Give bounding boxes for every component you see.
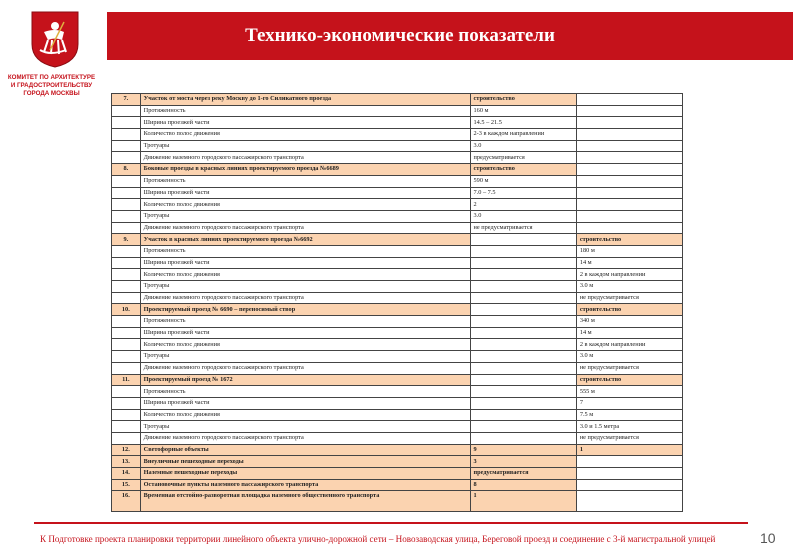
table-cell-num	[112, 351, 141, 363]
table-row	[112, 257, 683, 269]
table-cell-num	[112, 152, 141, 164]
table-row	[112, 152, 683, 164]
table-row	[112, 421, 683, 433]
table-cell-c4: 180 м	[576, 245, 682, 257]
table-cell-c4	[576, 175, 682, 187]
table-row	[112, 281, 683, 293]
table-row	[112, 175, 683, 187]
table-cell-c4	[576, 117, 682, 129]
table-row	[112, 292, 683, 304]
table-cell-c4	[576, 468, 682, 480]
table-cell-num: 11.	[112, 374, 141, 386]
table-cell-c3: не предусматривается	[470, 222, 576, 234]
table-cell-num	[112, 129, 141, 141]
table-row	[112, 386, 683, 398]
table-row	[112, 316, 683, 328]
table-cell-name: Ширина проезжей части	[140, 117, 470, 129]
table-cell-c4	[576, 187, 682, 199]
table-cell-num	[112, 316, 141, 328]
table-cell-name: Проектируемый проезд № 1672	[140, 374, 470, 386]
table-cell-name: Участок в красных линиях проектируемого проезда №6692	[140, 234, 470, 246]
table-cell-c4: 340 м	[576, 316, 682, 328]
table-row	[112, 444, 683, 456]
table-cell-num	[112, 140, 141, 152]
table-cell-num	[112, 386, 141, 398]
table-cell-name: Движение наземного городского пассажирского транспорта	[140, 292, 470, 304]
table-row	[112, 140, 683, 152]
table-cell-name: Количество полос движения	[140, 199, 470, 211]
table-cell-c3	[470, 257, 576, 269]
table-cell-c3: 3.0	[470, 140, 576, 152]
table-row	[112, 351, 683, 363]
table-cell-c3: 3.0	[470, 210, 576, 222]
table-cell-c3	[470, 234, 576, 246]
table-row	[112, 304, 683, 316]
table-cell-name: Остановочные пункты наземного пассажирского транспорта	[140, 479, 470, 491]
table-row	[112, 409, 683, 421]
table-cell-num	[112, 362, 141, 374]
table-cell-num: 9.	[112, 234, 141, 246]
table-cell-name: Ширина проезжей части	[140, 397, 470, 409]
table-cell-c4	[576, 199, 682, 211]
table-row	[112, 468, 683, 480]
table-cell-name: Участок от моста через реку Москву до 1-го Силикатного проезда	[140, 94, 470, 106]
table-cell-c3: 8	[470, 479, 576, 491]
table-row	[112, 222, 683, 234]
table-cell-name: Проектируемый проезд № 6690 – переносимый створ	[140, 304, 470, 316]
table-cell-name: Движение наземного городского пассажирского транспорта	[140, 222, 470, 234]
org-name	[0, 74, 103, 98]
table-cell-c3: 1	[470, 491, 576, 512]
table-cell-name: Протяженность	[140, 386, 470, 398]
footer-caption: К Подготовке проекта планировки территории линейного объекта улично-дорожной сети – Новозаводская улица, Береговой проезд и соединение с 3-й магистральной улицей	[40, 534, 716, 544]
table-cell-num: 13.	[112, 456, 141, 468]
table-row	[112, 117, 683, 129]
table-cell-c3	[470, 374, 576, 386]
table-cell-c3: 7.0 – 7.5	[470, 187, 576, 199]
table-cell-name: Ширина проезжей части	[140, 327, 470, 339]
table-cell-c4: 2 в каждом направлении	[576, 269, 682, 281]
table-cell-c4: 3.0 м	[576, 281, 682, 293]
table-cell-name: Боковые проезды в красных линиях проектируемого проезда №6689	[140, 164, 470, 176]
table-row	[112, 374, 683, 386]
table-cell-c4	[576, 222, 682, 234]
table-row	[112, 210, 683, 222]
table-cell-c3	[470, 304, 576, 316]
table-cell-c3	[470, 351, 576, 363]
table-row	[112, 94, 683, 106]
table-cell-name: Тротуары	[140, 281, 470, 293]
table-row	[112, 327, 683, 339]
table-cell-num: 14.	[112, 468, 141, 480]
table-cell-c4: 2 в каждом направлении	[576, 339, 682, 351]
table-cell-c3	[470, 316, 576, 328]
table-row	[112, 269, 683, 281]
table-cell-c3	[470, 327, 576, 339]
table-cell-name: Светофорные объекты	[140, 444, 470, 456]
table-cell-num: 15.	[112, 479, 141, 491]
table-cell-num: 12.	[112, 444, 141, 456]
table-cell-num	[112, 269, 141, 281]
table-cell-name: Протяженность	[140, 245, 470, 257]
table-cell-c4	[576, 94, 682, 106]
table-cell-c4	[576, 105, 682, 117]
logo	[10, 10, 100, 70]
table-cell-num	[112, 117, 141, 129]
table-cell-c3	[470, 421, 576, 433]
table-cell-c4	[576, 152, 682, 164]
table-cell-num	[112, 210, 141, 222]
page-number: 10	[760, 530, 776, 546]
table-cell-c3	[470, 245, 576, 257]
table-row	[112, 199, 683, 211]
table-cell-c4: 3.0 и 1.5 метра	[576, 421, 682, 433]
table-row	[112, 339, 683, 351]
table-cell-c4: 7.5 м	[576, 409, 682, 421]
org-line: КОМИТЕТ ПО АРХИТЕКТУРЕ	[7, 74, 96, 81]
table-row	[112, 362, 683, 374]
table-cell-name: Тротуары	[140, 421, 470, 433]
table-cell-num	[112, 292, 141, 304]
table-cell-name: Тротуары	[140, 351, 470, 363]
table-cell-c4	[576, 479, 682, 491]
table-row	[112, 397, 683, 409]
table-cell-name: Количество полос движения	[140, 129, 470, 141]
table-cell-c3	[470, 269, 576, 281]
table-cell-num	[112, 187, 141, 199]
table-cell-c3	[470, 339, 576, 351]
table-cell-num: 7.	[112, 94, 141, 106]
table-cell-c4: 555 м	[576, 386, 682, 398]
table-row	[112, 234, 683, 246]
table-cell-c4: 1	[576, 444, 682, 456]
table-row	[112, 164, 683, 176]
org-line: ГОРОДА МОСКВЫ	[23, 90, 80, 97]
table-cell-c4	[576, 140, 682, 152]
indicators-table	[111, 93, 683, 512]
page-title: Технико-экономические показатели	[245, 25, 555, 46]
table-cell-c4	[576, 129, 682, 141]
table-cell-name: Тротуары	[140, 210, 470, 222]
table-cell-num	[112, 105, 141, 117]
table-cell-c4: строительство	[576, 374, 682, 386]
table-cell-name: Протяженность	[140, 105, 470, 117]
table-cell-c4: строительство	[576, 304, 682, 316]
table-cell-num	[112, 409, 141, 421]
table-cell-c3: строительство	[470, 94, 576, 106]
table-cell-c3	[470, 397, 576, 409]
table-cell-c4: 3.0 м	[576, 351, 682, 363]
table-cell-num: 16.	[112, 491, 141, 512]
table-cell-num	[112, 222, 141, 234]
table-cell-c4: 14 м	[576, 257, 682, 269]
table-cell-num	[112, 397, 141, 409]
table-cell-c4: не предусматривается	[576, 292, 682, 304]
table-cell-num	[112, 281, 141, 293]
table-cell-c3	[470, 432, 576, 444]
table-cell-name: Движение наземного городского пассажирского транспорта	[140, 152, 470, 164]
table-row	[112, 129, 683, 141]
table-cell-num	[112, 339, 141, 351]
table-cell-c3: 590 м	[470, 175, 576, 187]
table-cell-num	[112, 175, 141, 187]
footer-divider	[34, 522, 748, 524]
table-cell-c4: 7	[576, 397, 682, 409]
table-row	[112, 187, 683, 199]
table-cell-c4: не предусматривается	[576, 362, 682, 374]
table-cell-c3: предусматривается	[470, 152, 576, 164]
table-cell-c4: 14 м	[576, 327, 682, 339]
table-cell-name: Ширина проезжей части	[140, 257, 470, 269]
table-cell-name: Внеуличные пешеходные переходы	[140, 456, 470, 468]
table-cell-name: Временная отстойно-разворотная площадка наземного общественного транспорта	[140, 491, 470, 512]
table-cell-c3: 160 м	[470, 105, 576, 117]
table-cell-c3	[470, 409, 576, 421]
table-cell-c3: 9	[470, 444, 576, 456]
table-cell-name: Тротуары	[140, 140, 470, 152]
org-line: И ГРАДОСТРОИТЕЛЬСТВУ	[10, 82, 93, 89]
table-cell-num	[112, 421, 141, 433]
table-cell-c3: строительство	[470, 164, 576, 176]
table-cell-name: Движение наземного городского пассажирского транспорта	[140, 432, 470, 444]
table-cell-c3: предусматривается	[470, 468, 576, 480]
table-cell-c4	[576, 491, 682, 512]
table-cell-name: Протяженность	[140, 175, 470, 187]
table-row	[112, 105, 683, 117]
table-cell-c3: 2	[470, 199, 576, 211]
table-cell-num: 8.	[112, 164, 141, 176]
table-cell-name: Протяженность	[140, 316, 470, 328]
table-row	[112, 479, 683, 491]
table-cell-num	[112, 432, 141, 444]
table-cell-c4	[576, 210, 682, 222]
table-cell-num	[112, 245, 141, 257]
table-cell-name: Количество полос движения	[140, 269, 470, 281]
table-cell-c3	[470, 386, 576, 398]
table-row	[112, 491, 683, 512]
table-row	[112, 245, 683, 257]
table-cell-c4: строительство	[576, 234, 682, 246]
table-cell-c3	[470, 281, 576, 293]
table-row	[112, 456, 683, 468]
table-cell-c3	[470, 362, 576, 374]
table-cell-name: Движение наземного городского пассажирского транспорта	[140, 362, 470, 374]
table-cell-c4	[576, 456, 682, 468]
table-cell-c3: 2-3 в каждом направлении	[470, 129, 576, 141]
table-cell-name: Количество полос движения	[140, 339, 470, 351]
table-cell-num	[112, 257, 141, 269]
table-cell-c4	[576, 164, 682, 176]
table-cell-name: Количество полос движения	[140, 409, 470, 421]
table-cell-num	[112, 199, 141, 211]
moscow-coat-of-arms-icon	[30, 10, 80, 68]
table-cell-num: 10.	[112, 304, 141, 316]
indicators-table-body	[112, 94, 683, 512]
table-cell-c4: не предусматривается	[576, 432, 682, 444]
table-row	[112, 432, 683, 444]
table-cell-c3: 3	[470, 456, 576, 468]
table-cell-name: Ширина проезжей части	[140, 187, 470, 199]
table-cell-c3: 14.5 – 21.5	[470, 117, 576, 129]
table-cell-name: Наземные пешеходные переходы	[140, 468, 470, 480]
table-cell-c3	[470, 292, 576, 304]
table-cell-num	[112, 327, 141, 339]
